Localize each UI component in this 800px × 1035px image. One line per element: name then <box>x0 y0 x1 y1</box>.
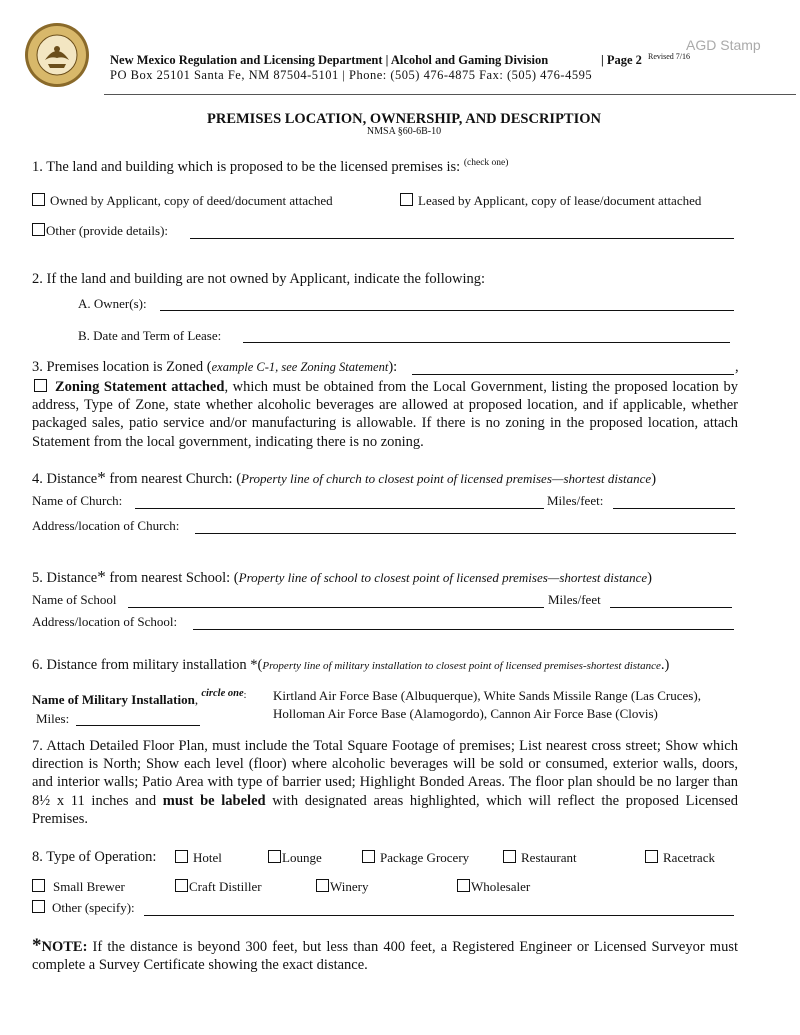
school-miles-field[interactable] <box>610 607 732 608</box>
department-address: PO Box 25101 Santa Fe, NM 87504-5101 | Phone: (505) 476-4875 Fax: (505) 476-4595 <box>110 68 593 82</box>
other-operation-checkbox[interactable] <box>32 900 45 913</box>
q1-check-note: (check one) <box>463 158 509 168</box>
page-number: | Page 2 <box>601 53 642 67</box>
small-brewer-option[interactable]: Small Brewer <box>32 879 125 895</box>
survey-note: *NOTE: If the distance is beyond 300 feet, but less than 400 feet, a Registered Engineer or Licensed Surveyor must complete a Survey Certificate showing the exact distance. <box>32 935 738 974</box>
winery-checkbox[interactable] <box>316 879 329 892</box>
other-ownership-checkbox[interactable] <box>32 223 45 236</box>
church-miles-field[interactable] <box>613 508 735 509</box>
wholesaler-option[interactable]: Wholesaler <box>457 879 530 895</box>
other-operation-field[interactable] <box>144 915 734 916</box>
school-address-label: Address/location of School: <box>32 614 178 629</box>
school-address-field[interactable] <box>193 629 734 630</box>
church-address-field[interactable] <box>195 533 736 534</box>
q1-leased-option[interactable]: Leased by Applicant, copy of lease/document attached <box>400 193 701 209</box>
military-options-line1[interactable]: Kirtland Air Force Base (Albuquerque), White Sands Missile Range (Las Cruces), <box>273 688 701 703</box>
state-seal-logo <box>24 22 90 88</box>
page-title: PREMISES LOCATION, OWNERSHIP, AND DESCRIPTION <box>207 111 601 127</box>
hotel-option[interactable]: Hotel <box>175 850 222 866</box>
winery-option[interactable]: Winery <box>316 879 368 895</box>
lounge-option[interactable]: Lounge <box>268 850 322 866</box>
other-details-field[interactable] <box>190 238 734 239</box>
lounge-checkbox[interactable] <box>268 850 281 863</box>
school-name-field[interactable] <box>128 607 544 608</box>
q1-other-option[interactable]: Other (provide details): <box>32 223 168 239</box>
package-grocery-checkbox[interactable] <box>362 850 375 863</box>
header-divider <box>104 94 796 95</box>
other-operation-option[interactable]: Other (specify): <box>32 900 135 916</box>
church-name-label: Name of Church: <box>32 493 123 508</box>
small-brewer-checkbox[interactable] <box>32 879 45 892</box>
wholesaler-checkbox[interactable] <box>457 879 470 892</box>
zoning-field[interactable] <box>412 374 734 375</box>
zoning-statement-checkbox[interactable] <box>34 379 47 392</box>
owner-label: A. Owner(s): <box>78 296 147 311</box>
craft-distiller-checkbox[interactable] <box>175 879 188 892</box>
military-options-line2[interactable]: Holloman Air Force Base (Alamogordo), Cannon Air Force Base (Clovis) <box>273 706 658 721</box>
floor-plan-paragraph: 7. Attach Detailed Floor Plan, must include the Total Square Footage of premises; List nearest cross street; Show which direction is North; Show each level (floor) where alcoholic beverages will be sold or consumed, exterior walls, doors, and interior walls; Patio Area with type of barrier used; Highlight Bonded Areas. The floor plan should be no larger than 8½ x 11 inches and must be labeled with designated areas highlighted, which will reflect the proposed Licensed Premises. <box>32 738 738 827</box>
q3-question: 3. Premises location is Zoned (example C-1, see Zoning Statement): <box>32 359 398 375</box>
racetrack-option[interactable]: Racetrack <box>645 850 715 866</box>
lease-term-label: B. Date and Term of Lease: <box>78 328 222 343</box>
q6-question: 6. Distance from military installation *(Property line of military installation to closest point of licensed premises-shortest distance.) <box>32 657 670 673</box>
q2-question: 2. If the land and building are not owned by Applicant, indicate the following: <box>32 271 486 287</box>
military-name-label: Name of Military Installation, $^{circle one:}$ <box>32 688 247 707</box>
owner-field[interactable] <box>160 310 734 311</box>
craft-distiller-option[interactable]: Craft Distiller <box>175 879 262 895</box>
church-address-label: Address/location of Church: <box>32 518 180 533</box>
church-miles-label: Miles/feet: <box>547 493 604 508</box>
hotel-checkbox[interactable] <box>175 850 188 863</box>
statute-reference: NMSA §60-6B-10 <box>366 126 442 137</box>
operation-type-label: 8. Type of Operation: <box>32 849 157 865</box>
leased-checkbox[interactable] <box>400 193 413 206</box>
restaurant-checkbox[interactable] <box>503 850 516 863</box>
school-miles-label: Miles/feet <box>548 592 601 607</box>
package-grocery-option[interactable]: Package Grocery <box>362 850 469 866</box>
school-name-label: Name of School <box>32 592 117 607</box>
q1-question: 1. The land and building which is proposed to be the licensed premises is: $^{(check one)}$ <box>32 158 509 175</box>
zoning-comma: , <box>735 359 739 375</box>
revision-date: Revised 7/16 <box>648 52 690 61</box>
zoning-example: example C-1, see Zoning Statement <box>211 360 389 374</box>
lease-term-field[interactable] <box>243 342 730 343</box>
department-name: New Mexico Regulation and Licensing Department | Alcohol and Gaming Division <box>110 53 549 67</box>
q5-question: 5. Distance* from nearest School: (Property line of school to closest point of licensed premises—shortest distance) <box>32 567 652 586</box>
church-name-field[interactable] <box>135 508 544 509</box>
zoning-statement-paragraph: Zoning Statement attached, which must be obtained from the Local Government, listing the proposed location by address, Type of Zone, state whether alcoholic beverages are allowed at proposed location, and if applicable, whether packaged sales, patio service and/or manufacturing is allowable. If there is no zoning in the proposed location, attach Statement from the local government, indicating there is no zoning. <box>32 379 738 450</box>
circle-one-note: circle one <box>201 688 244 699</box>
q4-question: 4. Distance* from nearest Church: (Property line of church to closest point of licensed premises—shortest distance) <box>32 468 657 487</box>
restaurant-option[interactable]: Restaurant <box>503 850 577 866</box>
agd-stamp-area: AGD Stamp <box>686 37 761 53</box>
owned-checkbox[interactable] <box>32 193 45 206</box>
military-miles-field[interactable] <box>76 725 200 726</box>
racetrack-checkbox[interactable] <box>645 850 658 863</box>
military-miles-label: Miles: <box>36 711 70 726</box>
q1-owned-option[interactable]: Owned by Applicant, copy of deed/document attached <box>32 193 333 209</box>
